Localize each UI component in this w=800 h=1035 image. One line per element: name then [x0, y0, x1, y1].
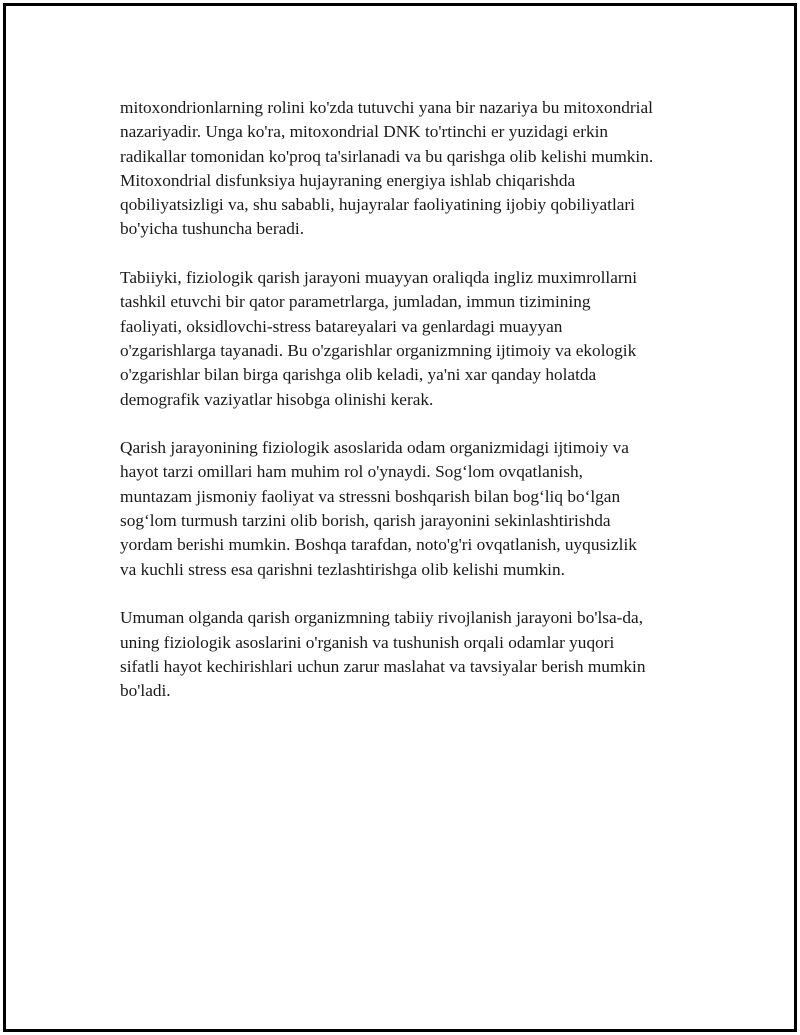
text-line: nazariyadir. Unga ko'ra, mitoxondrial DNK to'rtinchi er yuzidagi erkin — [120, 122, 609, 142]
text-line: bo'ladi. — [120, 681, 171, 701]
text-line: muntazam jismoniy faoliyat va stressni boshqarish bilan bog‘liq bo‘lgan — [120, 486, 621, 506]
text-line: Tabiiyki, fiziologik qarish jarayoni muayyan oraliqda ingliz muximrollarni — [120, 268, 638, 288]
text-line: sog‘lom turmush tarzini olib borish, qarish jarayonini sekinlashtirishda — [120, 511, 611, 531]
text-line: va kuchli stress esa qarishni tezlashtirishga olib kelishi mumkin. — [120, 559, 565, 579]
text-line: o'zgarishlarga tayanadi. Bu o'zgarishlar organizmning ijtimoiy va ekologik — [120, 340, 637, 360]
text-line: Mitoxondrial disfunksiya hujayraning energiya ishlab chiqarishda — [120, 170, 576, 190]
paragraph-4 — [120, 606, 710, 703]
document-body — [120, 96, 710, 728]
text-line: Qarish jarayonining fiziologik asoslarida odam organizmidagi ijtimoiy va — [120, 438, 629, 458]
text-line: bo'yicha tushuncha beradi. — [120, 219, 305, 239]
text-line: qobiliyatsizligi va, shu sababli, hujayralar faoliyatining ijobiy qobiliyatlari — [120, 195, 635, 215]
text-line: uning fiziologik asoslarini o'rganish va tushunish orqali odamlar yuqori — [120, 632, 615, 652]
text-line: mitoxondrionlarning rolini ko'zda tutuvchi yana bir nazariya bu mitoxondrial — [120, 98, 653, 117]
paragraph-1 — [120, 96, 710, 242]
text-line: sifatli hayot kechirishlari uchun zarur maslahat va tavsiyalar berish mumkin — [120, 656, 646, 676]
text-line: hayot tarzi omillari ham muhim rol o'ynaydi. Sog‘lom ovqatlanish, — [120, 462, 583, 482]
text-line: demografik vaziyatlar hisobga olinishi kerak. — [120, 389, 434, 409]
page-frame — [3, 3, 797, 1032]
text-line: o'zgarishlar bilan birga qarishga olib keladi, ya'ni xar qanday holatda — [120, 365, 597, 385]
text-line: faoliyati, oksidlovchi-stress batareyalari va genlardagi muayyan — [120, 316, 563, 336]
text-line: tashkil etuvchi bir qator parametrlarga, jumladan, immun tizimining — [120, 292, 591, 312]
text-line: Umuman olganda qarish organizmning tabiiy rivojlanish jarayoni bo'lsa-da, — [120, 608, 644, 628]
text-line: radikallar tomonidan ko'proq ta'sirlanadi va bu qarishga olib kelishi mumkin. — [120, 146, 654, 166]
paragraph-3 — [120, 436, 710, 582]
paragraph-2 — [120, 266, 710, 412]
text-line: yordam berishi mumkin. Boshqa tarafdan, noto'g'ri ovqatlanish, uyqusizlik — [120, 535, 637, 555]
